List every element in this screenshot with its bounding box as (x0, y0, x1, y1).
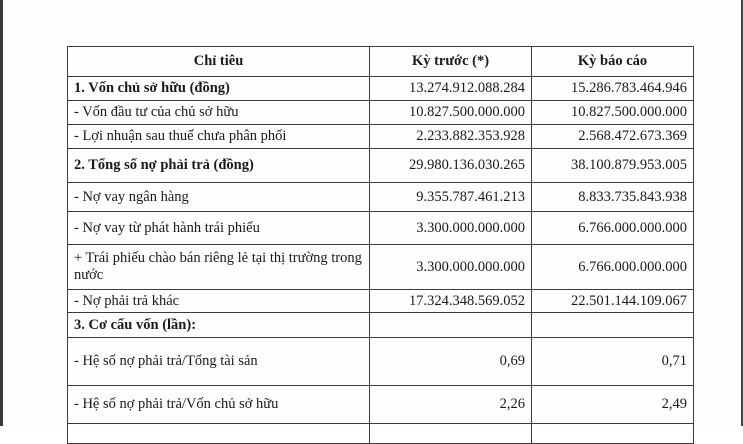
financial-table (67, 46, 694, 444)
row-current-value (532, 313, 694, 338)
row-label: 2. Tổng số nợ phải trả (đồng) (68, 149, 370, 183)
row-label: - Nợ vay từ phát hành trái phiếu (68, 212, 370, 245)
row-label: - Vốn đầu tư của chủ sở hữu (68, 101, 370, 125)
row-current-value: 2,49 (532, 386, 694, 424)
row-current-value: 6.766.000.000.000 (532, 212, 694, 245)
table-row (68, 77, 694, 101)
row-previous-value: 2,26 (370, 386, 532, 424)
row-previous-value: 13.274.912.088.284 (370, 77, 532, 101)
row-current-value: 22.501.144.109.067 (532, 290, 694, 313)
row-current-value: 8.833.735.843.938 (532, 183, 694, 212)
table-row (68, 101, 694, 125)
row-previous-value: 17.324.348.569.052 (370, 290, 532, 313)
row-label: 1. Vốn chủ sở hữu (đồng) (68, 77, 370, 101)
table-row (68, 212, 694, 245)
row-current-value: 0,71 (532, 338, 694, 386)
table-header-row (68, 47, 694, 77)
row-previous-value: 2.233.882.353.928 (370, 125, 532, 149)
table-row (68, 338, 694, 386)
row-previous-value: 3.300.000.000.000 (370, 212, 532, 245)
table-row (68, 386, 694, 424)
row-label: - Lợi nhuận sau thuế chưa phân phối (68, 125, 370, 149)
row-current-value: 15.286.783.464.946 (532, 77, 694, 101)
table-row (68, 290, 694, 313)
table-row (68, 313, 694, 338)
row-previous-value: 0,69 (370, 338, 532, 386)
table-row (68, 125, 694, 149)
row-current-value: 38.100.879.953.005 (532, 149, 694, 183)
row-previous-value (370, 313, 532, 338)
row-label: + Trái phiếu chào bán riêng lẻ tại thị trường trong nước (68, 245, 370, 290)
header-previous-period: Kỳ trước (*) (370, 47, 532, 77)
row-current-value: 2.568.472.673.369 (532, 125, 694, 149)
page-left-edge (0, 0, 3, 426)
table-row (68, 424, 694, 444)
header-reporting-period: Kỳ báo cáo (532, 47, 694, 77)
row-previous-value: 10.827.500.000.000 (370, 101, 532, 125)
row-current-value (532, 424, 694, 444)
row-current-value: 6.766.000.000.000 (532, 245, 694, 290)
row-label (68, 424, 370, 444)
row-previous-value: 3.300.000.000.000 (370, 245, 532, 290)
row-previous-value: 29.980.136.030.265 (370, 149, 532, 183)
header-indicator: Chỉ tiêu (68, 47, 370, 77)
row-label: - Nợ vay ngân hàng (68, 183, 370, 212)
row-current-value: 10.827.500.000.000 (532, 101, 694, 125)
row-label: - Hệ số nợ phải trả/Tổng tài sản (68, 338, 370, 386)
table-row (68, 149, 694, 183)
row-label: - Hệ số nợ phải trả/Vốn chủ sở hữu (68, 386, 370, 424)
table-row (68, 183, 694, 212)
row-previous-value: 9.355.787.461.213 (370, 183, 532, 212)
row-previous-value (370, 424, 532, 444)
row-label: 3. Cơ cấu vốn (lần): (68, 313, 370, 338)
table-row (68, 245, 694, 290)
row-label: - Nợ phải trả khác (68, 290, 370, 313)
